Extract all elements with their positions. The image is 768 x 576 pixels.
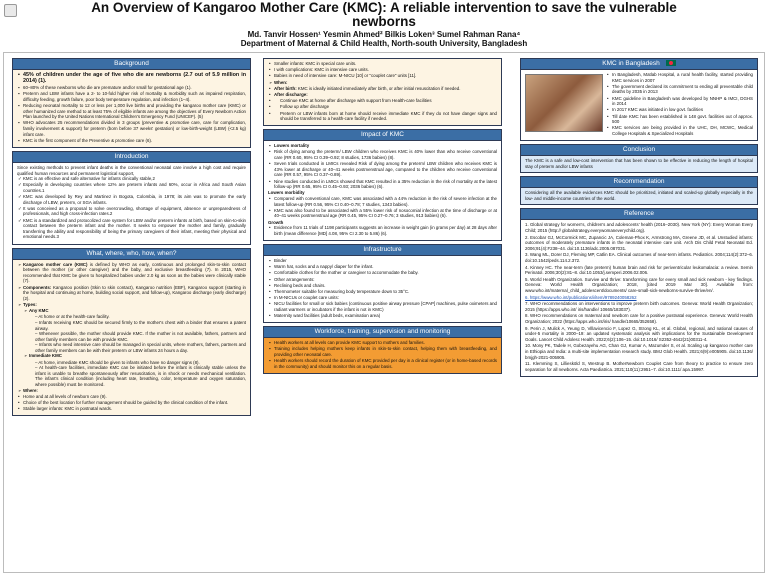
any-kmc-line: – Whenever possible, the mother should provide KMC. If the mother is not available, fathers, partners and other family members can be with provide KMC.	[35, 331, 246, 342]
section-heading: Introduction	[13, 152, 250, 163]
section-heading: Reference	[521, 209, 757, 220]
intro-lead: Since existing methods to prevent infant deaths in the conventional neonatal care involve a high cost and require qualified human resources and permanent logistical support,	[17, 164, 246, 176]
growth-list	[268, 225, 497, 236]
reference-item: 3. Wang ML, Dorer DJ, Fleming MP, Catlin EA. Clinical outcomes of near-term infants. Pediatrics. 2004;114(2):372–6. doi:10.1542/peds.114.2.372.	[525, 252, 753, 264]
list-item: • Choice of the best location for further management should be guided by the clinical condition of the infant.	[17, 400, 246, 406]
what-where-section	[12, 248, 251, 417]
immediate-kmc-label: Immediate KMC	[29, 353, 62, 359]
list-item: • I with complications: KMC in intensive care units.	[268, 67, 497, 73]
workforce-section	[263, 326, 502, 374]
conclusion-text: The KMC is a safe and low-cost intervention that has been shown to be effective in reducing the length of hospital stay of preterm and/or LBW infants	[525, 158, 753, 169]
morbidity-label-text: Lowers morbidity	[268, 190, 305, 196]
title-line-1: An Overview of Kangaroo Mother Care (KMC): A reliable intervention to save the vulnerable	[91, 0, 677, 15]
list-item: • The government declared its commitment to ending all preventable child deaths by 2035 in 2013	[606, 84, 753, 95]
list-item: ▪ Binder	[268, 258, 497, 264]
list-item: ▪ Other arrangements:	[268, 277, 497, 283]
infrastructure-section	[263, 244, 502, 323]
list-item: • In 2017 KMC was initiated in low govt. facilities	[606, 107, 753, 113]
recommendation-text: Considering all the available evidences KMC should be prioritized, initiated and scaled-up globally especially in the low- and middle-income countries of the world.	[525, 190, 753, 201]
list-item: • Maternity ward facilities (adult beds, examination area)	[268, 313, 497, 319]
who-when-section	[263, 58, 502, 126]
section-heading: Infrastructure	[264, 245, 501, 256]
types-label: Types:	[23, 301, 37, 307]
mortality-label: Lowers mortality	[274, 143, 310, 149]
kmc-bd-list	[606, 72, 753, 137]
list-item: • Seven trials conducted in LMICs revealed Risk of dying among the preterm/ LBW children who receives KMC is 43% lower at discharge or 40–41 weeks postmenstrual age, compared to the children who receive conventional care (RR 0.57, 95% CI 0.37–0.89).	[268, 161, 497, 178]
reference-section	[520, 208, 758, 377]
components-text: Kangaroo position (Skin to skin contact), Kangaroo nutrition (EBF), Kangaroo support (starting in the hospital and continuing at home, building social support, and follow-up), Kangaroo discharge (early discharge) (2).	[23, 284, 246, 301]
list-item	[23, 308, 246, 314]
any-kmc-label: Any KMC	[29, 308, 49, 314]
kmc-bangladesh-section	[520, 58, 758, 141]
list-item: ▪ Training includes helping mothers keep infants in skin-to-skin contact, helping them with breastfeeding, and providing other neonatal care.	[268, 346, 497, 357]
poster-header	[0, 0, 768, 50]
list-item: ▪ Health workers should record the duration of KMC provided per day in a clinical register (or in home-based records in the community) and should monitor this on a regular basis.	[268, 358, 497, 369]
section-heading: Impact of KMC	[264, 130, 501, 141]
poster-title	[0, 0, 768, 29]
list-item: • Evidence from 11 trials of 1198 participants suggests an increase in weight gain (in grams per day) at 28 days after birth (mean difference [MD] 4.08, 95% CI 2.30 to 5.86) (6).	[268, 225, 497, 236]
list-item	[17, 302, 246, 308]
list-item: ✓ It was conceived as a proposal to solve overcrowding, shortage of equipment, absence or unpreparedness of professionals, and high cross-infection rates.2	[17, 206, 246, 217]
list-item: ▪ Comfortable clothes for the mother or caregiver to accommodate the baby.	[268, 270, 497, 276]
reference-list	[521, 220, 757, 376]
growth-label-text: Growth	[268, 219, 284, 225]
background-list	[17, 72, 246, 143]
authors: Md. Tanvir Hossen¹ Yesmin Ahmed² Bilkis Loken³ Sumel Rahman Rana⁴	[247, 30, 521, 39]
who-list	[268, 61, 497, 122]
any-kmc-line: – At home or at the health-care facility.	[35, 314, 110, 320]
title-line-2: newborns	[352, 14, 416, 29]
list-item: • Compared with conventional care, KMC was associated with a 44% reduction in the risk of severe infection at the latest follow-up (RR 0.56, 95% CI 0.40–0.78; 7 studies, 1343 babies).	[268, 196, 497, 207]
reference-item: 8. WHO recommendations on maternal and newborn care for a positive postnatal experience. Geneva: World Health Organization; 2022 (https://apps.who.int/iris/ handle/10665/352658).	[525, 313, 753, 324]
list-item	[268, 143, 497, 149]
components-label: Components:	[23, 284, 52, 290]
list-item: ▪ Preterm and LBW infants have a 2- to 10-fold higher risk of mortality & morbidity such as impaired respiration, difficulty feeding, growth failure, poor body temperature regulation, and infection (1–4).	[17, 91, 246, 102]
section-heading	[521, 59, 757, 70]
list-item: • Reclining beds and chairs.	[268, 283, 497, 289]
any-kmc-line: – Infants who need intensive care should be managed in special units, where mothers, fathers, partners and other family members can be with their preterm or LBW infants 24 hours a day.	[35, 342, 246, 353]
after-birth-text: KMC is ideally initiated immediately after birth, or after initial resuscitation if needed.	[296, 85, 461, 91]
list-item	[17, 262, 246, 284]
morbidity-list	[268, 196, 497, 219]
list-item: ▪ 45% of children under the age of five who die are newborns (2.7 out of 5.9 million in 2014) (1).	[17, 72, 246, 84]
reference-item: 10. Mony PK, Tadele H, Gobezayehu AG, Chan GJ, Kumar A, Mazumder S, et al. Scaling up kangaroo mother care in Ethiopia and India: a multi-site implementation research study. BMJ Glob Health. 2021;6(9):e005905. doi:10.1136/ bmjgh-2021-005905.	[525, 343, 753, 360]
list-item: • Smaller infants: KMC in special care units.	[268, 61, 497, 67]
university-logo-icon	[4, 4, 17, 17]
after-discharge-label: After discharge:	[274, 91, 308, 97]
reference-item: 2. Escobar GJ, McCormick MC, Zupancic JA, Coleman-Phox K, Armstrong MA, Greene JD, et al. Unstudied infants: outcomes of moderately premature infants in the neonatal intensive care unit. Arch Dis Child Fetal Neonatal Ed. 2006;91(4):F238–44. doi:10.1136/adc.2005.087031.	[525, 234, 753, 251]
any-kmc-line: – Infants receiving KMC should be secured firmly to the mother's chest with a binder that ensures a patent airway.	[35, 319, 246, 331]
list-item: ✓ KMC is an effective and safe alternative for infants clinically stable,2	[17, 176, 246, 182]
list-item: • Risk of dying among the preterm/ LBW children who receives KMC is 40% lower than who receive conventional care (RR 0.60, 95% CI 0.39–0.92; 8 studies, 1736 babies) (8).	[268, 149, 497, 160]
list-item: ▪ Health workers at all levels can provide KMC support to mothers and families.	[268, 340, 497, 346]
list-item: • KMC guideline in Bangladesh was developed by NNHP & IMCI, DGHS in 2014	[606, 96, 753, 107]
any-kmc	[17, 308, 246, 388]
section-heading: Conclusion	[521, 145, 757, 156]
section-heading: What, where, who, how, when?	[13, 249, 250, 260]
immediate-kmc-line: – At health-care facilities, immediate KMC can be initiated before the infant is clinically stable unless the infant is unable to breathe spontaneously after resuscitation, is in shock or needs mechanical ventilation. The infant's clinical condition (including heart rate, breathing, color, temperature and oxygen saturation, where possible) must be monitored.	[35, 365, 246, 388]
list-item: ▪ WHO advocates 25 recommendations divided in 3 groups (preventive & promotive care, care for complication, family involvement & support) for preterm (born before 37 weeks' gestation) or low-birth-weight (LBW) (<2.5 kg) infant care.	[17, 120, 246, 137]
impact-list	[268, 143, 497, 190]
list-item: ▪ 60–80% of these newborns who die are premature and/or small for gestational age (1).	[17, 85, 246, 91]
introduction-section	[12, 151, 251, 245]
list-item: ▪ KMC is the first component of the Preventive & promotive care (6).	[17, 138, 246, 144]
list-item: • Stable larger infants: KMC in postnatal wards.	[17, 406, 246, 412]
workforce-list	[268, 340, 497, 369]
list-item	[268, 80, 497, 86]
column-1	[12, 58, 251, 419]
reference-item: 1. Global strategy for women's, children's and adolescents' health (2016–2030). New York (NY): Every Woman Every Child; 2015 (http:// globalstrategy.everywomaneverychild.org).	[525, 222, 753, 234]
list-item: • Continue KMC at home after discharge with support from Health-care facilities	[268, 98, 497, 104]
section-heading: Background	[13, 59, 250, 70]
list-item: • Home and at all levels of newborn care (9).	[17, 394, 246, 400]
when-label: When:	[274, 79, 288, 85]
reference-item: 9. Perin J, Mulick A, Yeung D, Villavicencio F, Lopez G, Strong KL, et al. Global, regional, and national causes of under-5 mortality in 2000–19: an updated systematic analysis with implications for the Sustainable Development Goals. Lancet Child Adolesc Health. 2022;6(2):106–15. doi:10.1016/ S2352-4642(21)00311-4.	[525, 325, 753, 342]
where-label: Where:	[23, 387, 38, 393]
list-item: ▪ Warm hat, socks and a nappy/ diaper for the infant.	[268, 264, 497, 270]
list-item: • Till date KMC has been established in 148 govt. facilities out of approx. 500	[606, 114, 753, 125]
after-birth-label: After birth:	[274, 85, 297, 91]
reference-item: 11. Klemming S, Lilliesköld S, Westrup B. MotherNewborn Couplet Care from theory to practice to ensure zero separation for all newborns. Acta Paediatrica. 2021;110(11):2951–7. doi:10.1111/ apa.15997.	[525, 361, 753, 372]
list-item: • Nine studies conducted in LMICs showed that KMC resulted in a 35% reduction in the risk of mortality at the latest follow-up (RR 0.65, 95% CI 0.45–0.93; 2036 babies) (6).	[268, 179, 497, 190]
list-item	[23, 353, 246, 359]
list-item	[17, 388, 246, 394]
immediate-kmc-line: – At home, immediate KMC should be given to infants who have no danger signs (8).	[35, 359, 200, 365]
list-item	[17, 285, 246, 302]
reference-item: 7. WHO recommendations on interventions to improve preterm birth outcomes. Geneva: World Health Organization; 2015 (https://apps.who.int/ iris/handle/ 10665/183037).	[525, 301, 753, 312]
intro-list	[17, 176, 246, 240]
list-item	[268, 86, 497, 92]
list-item: • KMC was also found to be associated with a 55% lower risk of nosocomial infection at the time of discharge or at 40–41 weeks postmenstrual age (RR 0.45, 95% CI 0.27–0.76; 3 studies, 913 babies) (6).	[268, 208, 497, 219]
reference-item: 5. World Health Organization. Survive and thrive: transforming care for every small and sick newborn - key findings. Geneva: World Health Organization; 2018, [cited 2019 Mar 30]. Available from: www.who.int/maternal_child_adolescent/documents/ care-small-sick-newborns-survive-thrive/en/.	[525, 276, 753, 293]
background-section	[12, 58, 251, 148]
list-item	[268, 92, 497, 98]
kmc-term: Kangaroo mother care (KMC)	[23, 261, 88, 267]
kmc-definition: is defined by WHO as early, continuous and prolonged skin-to-skin contact between the mother (or other caregiver) and the baby, and exclusive breastfeeding (7). In 2015, WHO recommended that KMC be given to hospitalized babies under 2.0 kg as soon as the babies were clinically stable (7).	[23, 261, 246, 284]
reference-link[interactable]: 6. https://www.who.int/publications/i/item/9789240058262	[525, 294, 637, 300]
reference-item: 4. Kinney HC. The near-term (late preterm) human brain and risk for periventricular leukomalacia: a review. Semin Perinatol. 2006;30(2):81–8. doi:10.1053/j.semperi.2006.02.006.	[525, 264, 753, 276]
list-item: • Follow up after discharge	[268, 104, 497, 110]
section-heading: Workforce, training, supervision and monitoring	[264, 327, 501, 338]
department: Department of Maternal & Child Health, North-south University, Bangladesh	[240, 39, 528, 48]
recommendation-section	[520, 176, 758, 205]
kmc-bd-heading: KMC in Bangladesh	[602, 60, 660, 67]
column-2	[263, 58, 502, 377]
where-list	[17, 388, 246, 412]
what-list	[17, 262, 246, 308]
section-heading: Recommendation	[521, 177, 757, 188]
kmc-mother-photo	[525, 74, 603, 132]
list-item: ✓ KMC was developed by Rey and Martinez in Bogota, Colombia, in 1978; its aim was to promote the early discharge of LBW, preterm, or SGA infants.	[17, 194, 246, 205]
impact-section	[263, 129, 502, 241]
list-item: ▪ In M-NICUs or couplet care units:	[268, 295, 497, 301]
bangladesh-flag-icon	[666, 60, 676, 66]
list-item: • KMC services are being provided in the UHC, DH, MCWC, Medical College Hospitals & Specialized Hospitals	[606, 125, 753, 136]
list-item: • Thermometer suitable for measuring body temperature down to 35°C.	[268, 289, 497, 295]
list-item: • NICU facilities for small or sick babies (continuous positive airway pressure [CPAP] machines, pulse oximeters and radiant warmers or incubators if the infant is not in KMC)	[268, 301, 497, 312]
conclusion-section	[520, 144, 758, 173]
list-item: • In Bangladesh, Matlab Hospital, a rural health facility, started providing KMC services in 2007	[606, 72, 753, 83]
list-item: • Babies in need of intensive care: M-NICU [10] or "couplet care" units [11].	[268, 73, 497, 79]
list-item: ▪ Reducing neonatal mortality to 12 or less per 1,000 live births and providing the kangaroo mother care (KMC) or other humanized care method to at least 75% of eligible infants are among the objectives of Every Newborn Action Plan launched by the United Nations International Children's Emergency Fund (UNICEF). (5)	[17, 103, 246, 120]
column-3	[520, 58, 758, 380]
infrastructure-list	[268, 258, 497, 319]
list-item: • Preterm or LBW infants born at home should receive immediate KMC if they do not have danger signs and should be transferred to a health-care facility if needed.	[268, 111, 497, 122]
list-item: ✓ Especially in developing countries where 12% are preterm infants and 60%, occur in Africa and South Asian countries.1	[17, 182, 246, 193]
list-item: ✓ KMC is a standardized and protocolized care system for LBW and/or preterm infants at birth, based on skin-to-skin contact between the preterm infant and the mother. It seeks to empower the mother and family, gradually transferring the ability and responsibility of being the primary caregivers of their infant, meeting their physical and emotional needs.3	[17, 218, 246, 240]
